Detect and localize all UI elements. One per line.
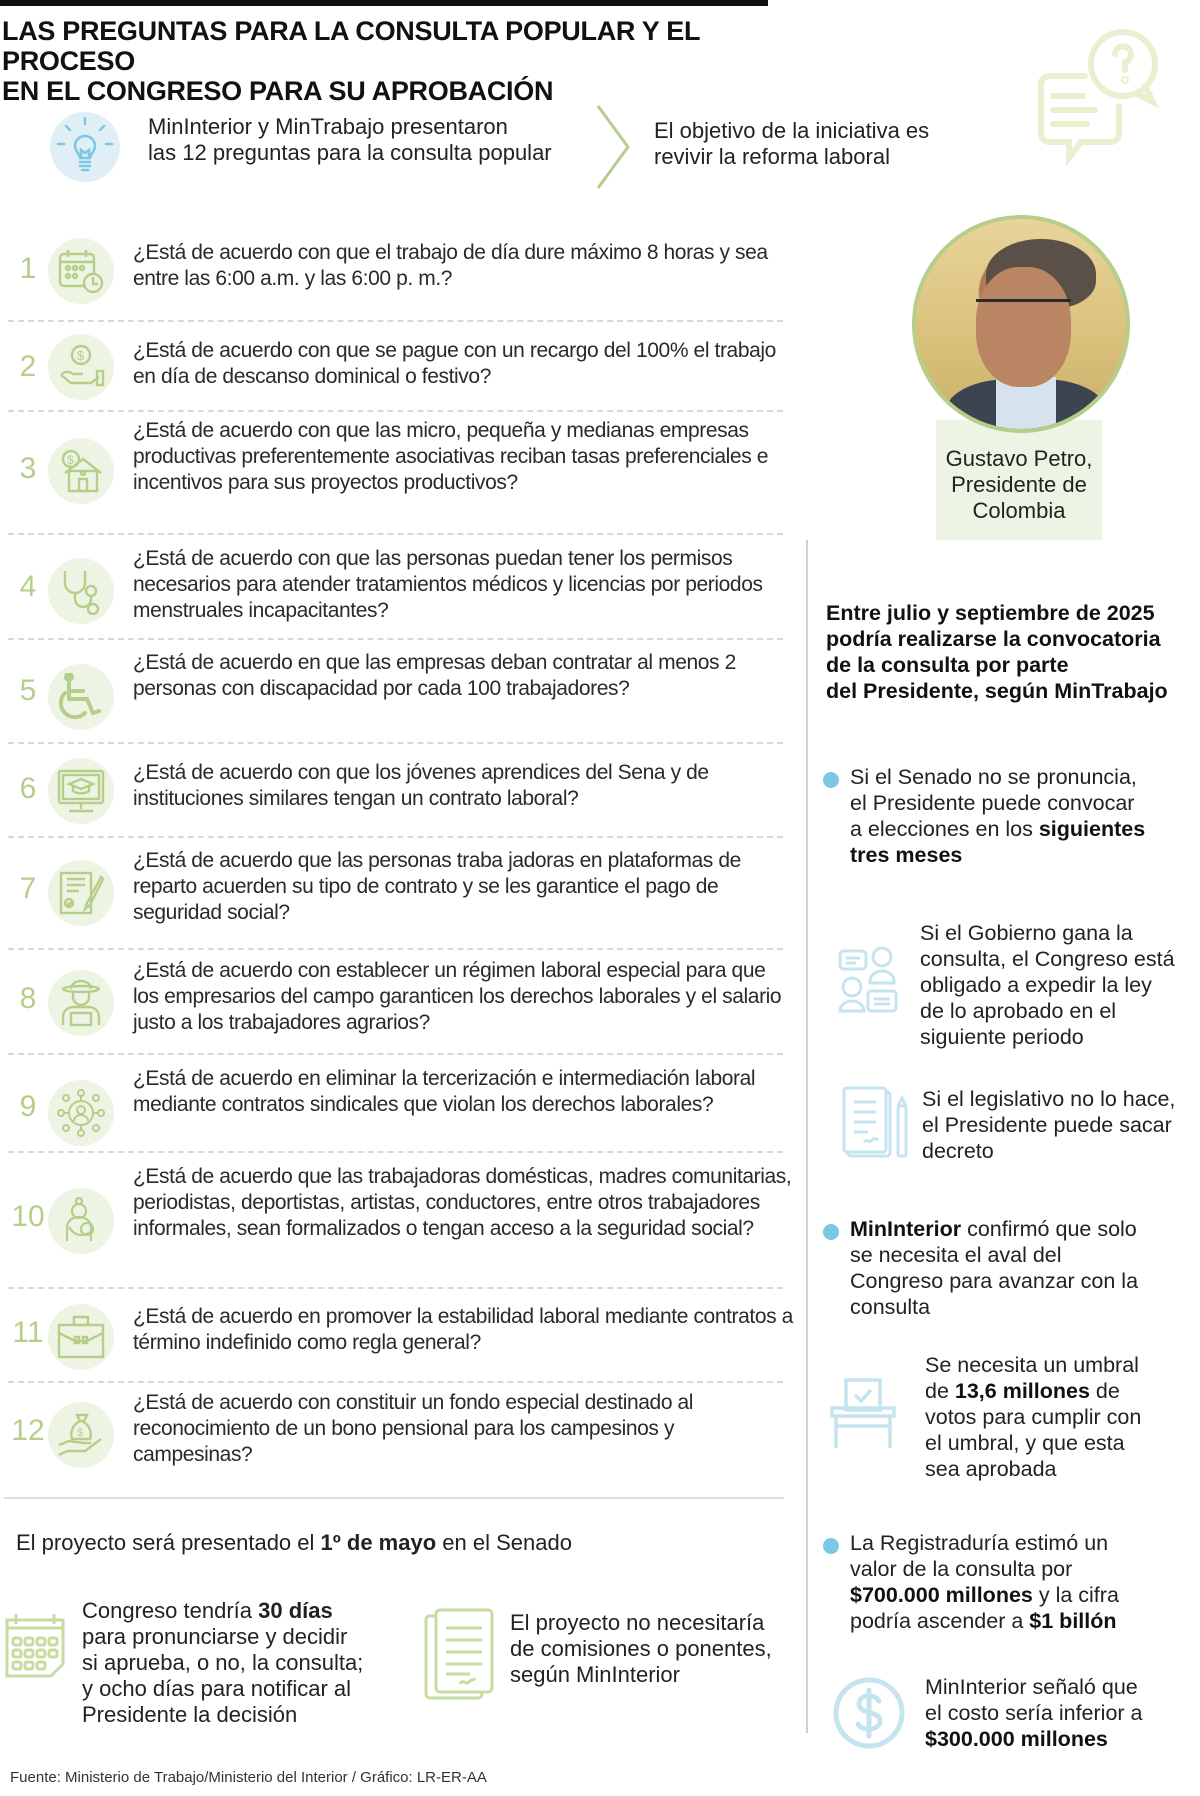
- bullet-dot: [823, 772, 839, 788]
- question-text: ¿Está de acuerdo en eliminar la tercerización e intermediación laboral mediante contratos sindicales que violan los derechos laborales?: [133, 1067, 756, 1116]
- text-line: valor de la consulta por: [850, 1557, 1073, 1581]
- text-line: siguiente periodo: [920, 1025, 1084, 1049]
- question-text: ¿Está de acuerdo con que se pague con un recargo del 100% el trabajo en día de descanso dominical o festivo?: [133, 339, 776, 388]
- question-item-1: [0, 236, 785, 306]
- congreso-note: [82, 1598, 363, 1728]
- question-text: ¿Está de acuerdo que las personas traba jadoras en plataformas de reparto acuerden su tipo de contrato y se les garantice el pago de seguridad social?: [133, 849, 741, 924]
- divider: [8, 1287, 783, 1289]
- caption-line-1: Gustavo Petro,: [945, 446, 1093, 471]
- wheelchair-icon: [48, 664, 114, 730]
- chat-question-icon: [1035, 28, 1175, 168]
- question-text: ¿Está de acuerdo con que el trabajo de día dure máximo 8 horas y sea entre las 6:00 a.m. y las 6:00 p. m.?: [133, 241, 768, 290]
- divider: [8, 948, 783, 950]
- top-rule: [0, 0, 768, 6]
- question-number: 7: [19, 872, 37, 905]
- question-number: 11: [12, 1316, 44, 1349]
- registraduria-note: [850, 1530, 1119, 1634]
- divider: [8, 742, 783, 744]
- lightbulb-icon: [50, 112, 120, 182]
- section-divider: [4, 1497, 784, 1499]
- svg-text:$: $: [77, 348, 85, 363]
- svg-text:$: $: [77, 1427, 84, 1439]
- divider: [8, 320, 783, 322]
- bold-span: $1 billón: [1029, 1609, 1117, 1633]
- title-line-2: EN EL CONGRESO PARA SU APROBACIÓN: [2, 76, 554, 106]
- network-person-icon: [48, 1080, 114, 1146]
- calendar-icon: [4, 1610, 66, 1680]
- text-line: La Registraduría estimó un: [850, 1531, 1109, 1555]
- house-money-icon: [48, 438, 114, 504]
- svg-text:$: $: [67, 453, 74, 467]
- text-line: el Presidente puede sacar: [922, 1113, 1172, 1137]
- divider: [8, 638, 783, 640]
- president-caption: [936, 446, 1102, 524]
- bold-span: $700.000 millones: [850, 1583, 1033, 1607]
- divider: [8, 1381, 783, 1383]
- text-line: para pronunciarse y decidir: [82, 1624, 348, 1649]
- question-number: 2: [19, 350, 37, 383]
- divider: [8, 1151, 783, 1153]
- bold-span: $300.000 millones: [925, 1727, 1108, 1751]
- question-item-2: [0, 334, 785, 404]
- bold-span: siguientes: [1038, 817, 1146, 841]
- text-line: según MinInterior: [510, 1662, 680, 1687]
- intro-line-2: [148, 140, 598, 166]
- page-title: [2, 16, 782, 106]
- decreto-note: [922, 1086, 1175, 1164]
- text-line: Si el Gobierno gana la: [920, 921, 1133, 945]
- text-span: y la cifra: [1032, 1583, 1119, 1607]
- text-line: [850, 842, 1145, 868]
- text-line: y ocho días para notificar al: [82, 1676, 352, 1701]
- question-number: 6: [19, 772, 37, 805]
- question-item-12: [0, 1390, 785, 1476]
- calendar-clock-icon: [48, 238, 114, 304]
- headline-line-2: podría realizarse la convocatoria: [826, 627, 1161, 651]
- text-line: [925, 1726, 1143, 1752]
- document-pen-icon: [842, 1086, 910, 1162]
- text-line: El proyecto no necesitaría: [510, 1610, 765, 1635]
- photo-face: [976, 267, 1071, 387]
- text-line: si aprueba, o no, la consulta;: [82, 1650, 364, 1675]
- headline-line-1: Entre julio y septiembre de 2025: [826, 601, 1155, 625]
- text-span: El proyecto será presentado el: [16, 1530, 321, 1555]
- bullet-dot: [823, 1538, 839, 1554]
- question-text: ¿Está de acuerdo con que las personas puedan tener los permisos necesarios para atender tratamientos médicos y licencias por periodos menstruales incapacitantes?: [133, 547, 763, 622]
- question-text: ¿Está de acuerdo con que los jóvenes aprendices del Sena y de instituciones similares tengan un contrato laboral?: [133, 761, 709, 810]
- people-chat-icon: [838, 945, 898, 1015]
- question-text: ¿Está de acuerdo en promover la estabilidad laboral mediante contratos a término indefinido como regla general?: [133, 1305, 793, 1354]
- caption-line-3: Colombia: [972, 498, 1066, 523]
- question-item-10: [0, 1164, 792, 1276]
- goal-text: [654, 118, 994, 170]
- intro-text: [148, 114, 598, 166]
- bold-span: 30 días: [258, 1598, 333, 1623]
- text-span: de: [1089, 1379, 1120, 1403]
- question-number: 9: [19, 1090, 37, 1123]
- contract-sign-icon: [48, 860, 114, 926]
- text-line: [925, 1378, 1141, 1404]
- umbral-note: [925, 1352, 1141, 1482]
- question-item-3: [0, 418, 785, 528]
- divider: [8, 836, 783, 838]
- title-line-1: LAS PREGUNTAS PARA LA CONSULTA POPULAR Y EL PROCESO: [2, 16, 700, 76]
- document-icon: [424, 1608, 496, 1700]
- text-line: [850, 816, 1145, 842]
- text-span: de: [925, 1379, 955, 1403]
- bold-span: tres meses: [850, 843, 963, 867]
- graduation-monitor-icon: [48, 758, 114, 824]
- text-span: en el Senado: [436, 1530, 572, 1555]
- text-line: [850, 1216, 1138, 1242]
- text-span: Congreso tendría: [82, 1598, 259, 1623]
- stethoscope-icon: [48, 558, 114, 624]
- question-item-11: [0, 1300, 793, 1370]
- question-number: 5: [19, 674, 37, 707]
- text-line: votos para cumplir con: [925, 1405, 1142, 1429]
- intro-line-1: MinInterior y MinTrabajo presentaron: [148, 114, 508, 139]
- mininterior-note: [850, 1216, 1138, 1320]
- divider: [8, 533, 783, 535]
- bullet-dot: [823, 1224, 839, 1240]
- goal-line-1: El objetivo de la iniciativa es: [654, 118, 930, 143]
- text-line: consulta, el Congreso está: [920, 947, 1175, 971]
- question-text: ¿Está de acuerdo con establecer un régimen laboral especial para que los empresarios del campo garanticen los derechos laborales y el salario justo a los trabajadores agrarios?: [133, 959, 782, 1034]
- question-item-8: [0, 958, 785, 1044]
- gobierno-note: [920, 920, 1175, 1050]
- briefcase-icon: [48, 1304, 114, 1370]
- right-headline: [826, 600, 1200, 704]
- text-line: decreto: [922, 1139, 994, 1163]
- dollar-coin-icon: [832, 1676, 906, 1750]
- text-line: se necesita el aval del: [850, 1243, 1062, 1267]
- text-span: confirmó que solo: [961, 1217, 1137, 1241]
- question-text: ¿Está de acuerdo con constituir un fondo especial destinado al reconocimiento de un bono pensional para los campesinos y campesinas?: [133, 1391, 694, 1466]
- farmer-icon: [48, 970, 114, 1036]
- senado-note: [850, 764, 1145, 868]
- text-line: de comisiones o ponentes,: [510, 1636, 772, 1661]
- text-span: a elecciones en los: [850, 817, 1039, 841]
- question-number: 3: [19, 452, 37, 485]
- intro-suffix: para la consulta popular: [310, 140, 552, 165]
- text-line: Congreso para avanzar con la: [850, 1269, 1139, 1293]
- question-number: 4: [19, 570, 37, 603]
- president-photo: [912, 215, 1130, 433]
- chevron-right-icon: [594, 104, 634, 190]
- text-span: podría ascender a: [850, 1609, 1030, 1633]
- question-number: 1: [19, 252, 37, 285]
- question-item-9: [0, 1066, 785, 1152]
- bold-span: MinInterior: [850, 1217, 962, 1241]
- goal-line-2: revivir la reforma laboral: [654, 144, 890, 169]
- hand-money-icon: [48, 334, 114, 400]
- headline-line-4: del Presidente, según MinTrabajo: [826, 679, 1168, 703]
- text-line: sea aprobada: [925, 1457, 1057, 1481]
- question-number: 10: [11, 1200, 45, 1233]
- question-text: ¿Está de acuerdo con que las micro, pequeña y medianas empresas productivas preferentemente asociativas reciban tasas preferenciales e incentivos para sus proyectos productivos?: [133, 419, 769, 494]
- text-line: Se necesita un umbral: [925, 1353, 1139, 1377]
- bold-span: 13,6 millones: [954, 1379, 1090, 1403]
- headline-line-3: de la consulta por parte: [826, 653, 1069, 677]
- costo-note: [925, 1674, 1143, 1752]
- question-item-7: [0, 848, 785, 934]
- text-line: el umbral, y que esta: [925, 1431, 1125, 1455]
- intro-bold: 12 preguntas: [182, 140, 311, 165]
- intro-prefix: las: [148, 140, 183, 165]
- text-line: el Presidente puede convocar: [850, 791, 1135, 815]
- text-line: [850, 1608, 1119, 1634]
- question-text: ¿Está de acuerdo en que las empresas deban contratar al menos 2 personas con discapacidad por cada 100 trabajadores?: [133, 651, 736, 700]
- mother-child-icon: [48, 1188, 114, 1254]
- divider: [8, 1053, 783, 1055]
- source-note: Fuente: Ministerio de Trabajo/Ministerio del Interior / Gráfico: LR-ER-AA: [10, 1769, 487, 1786]
- question-item-6: [0, 756, 785, 826]
- photo-glasses: [976, 299, 1071, 320]
- vertical-divider: [806, 540, 808, 1733]
- text-line: [850, 1582, 1119, 1608]
- text-line: [82, 1598, 363, 1624]
- question-number: 8: [19, 982, 37, 1015]
- text-line: Si el Senado no se pronuncia,: [850, 765, 1137, 789]
- text-line: Presidente la decisión: [82, 1702, 298, 1727]
- question-text: ¿Está de acuerdo que las trabajadoras domésticas, madres comunitarias, periodistas, deportistas, artistas, conductores, entre otros trabajadores informales, sean formalizados o tengan acceso a la seguridad social?: [133, 1165, 792, 1240]
- caption-line-2: Presidente de: [951, 472, 1087, 497]
- bold-span: 1º de mayo: [320, 1530, 437, 1555]
- question-item-5: [0, 650, 785, 736]
- text-line: consulta: [850, 1295, 931, 1319]
- text-line: obligado a expedir la ley: [920, 973, 1152, 997]
- question-item-4: [0, 546, 785, 632]
- divider: [8, 410, 783, 412]
- text-line: el costo sería inferior a: [925, 1701, 1143, 1725]
- text-line: de lo aprobado en el: [920, 999, 1117, 1023]
- question-number: 12: [11, 1414, 45, 1447]
- text-line: Si el legislativo no lo hace,: [922, 1087, 1176, 1111]
- ballot-box-icon: [830, 1378, 896, 1450]
- presentation-date-note: [16, 1530, 572, 1556]
- money-bag-hand-icon: [48, 1402, 114, 1468]
- text-line: MinInterior señaló que: [925, 1675, 1138, 1699]
- comisiones-note: [510, 1610, 772, 1688]
